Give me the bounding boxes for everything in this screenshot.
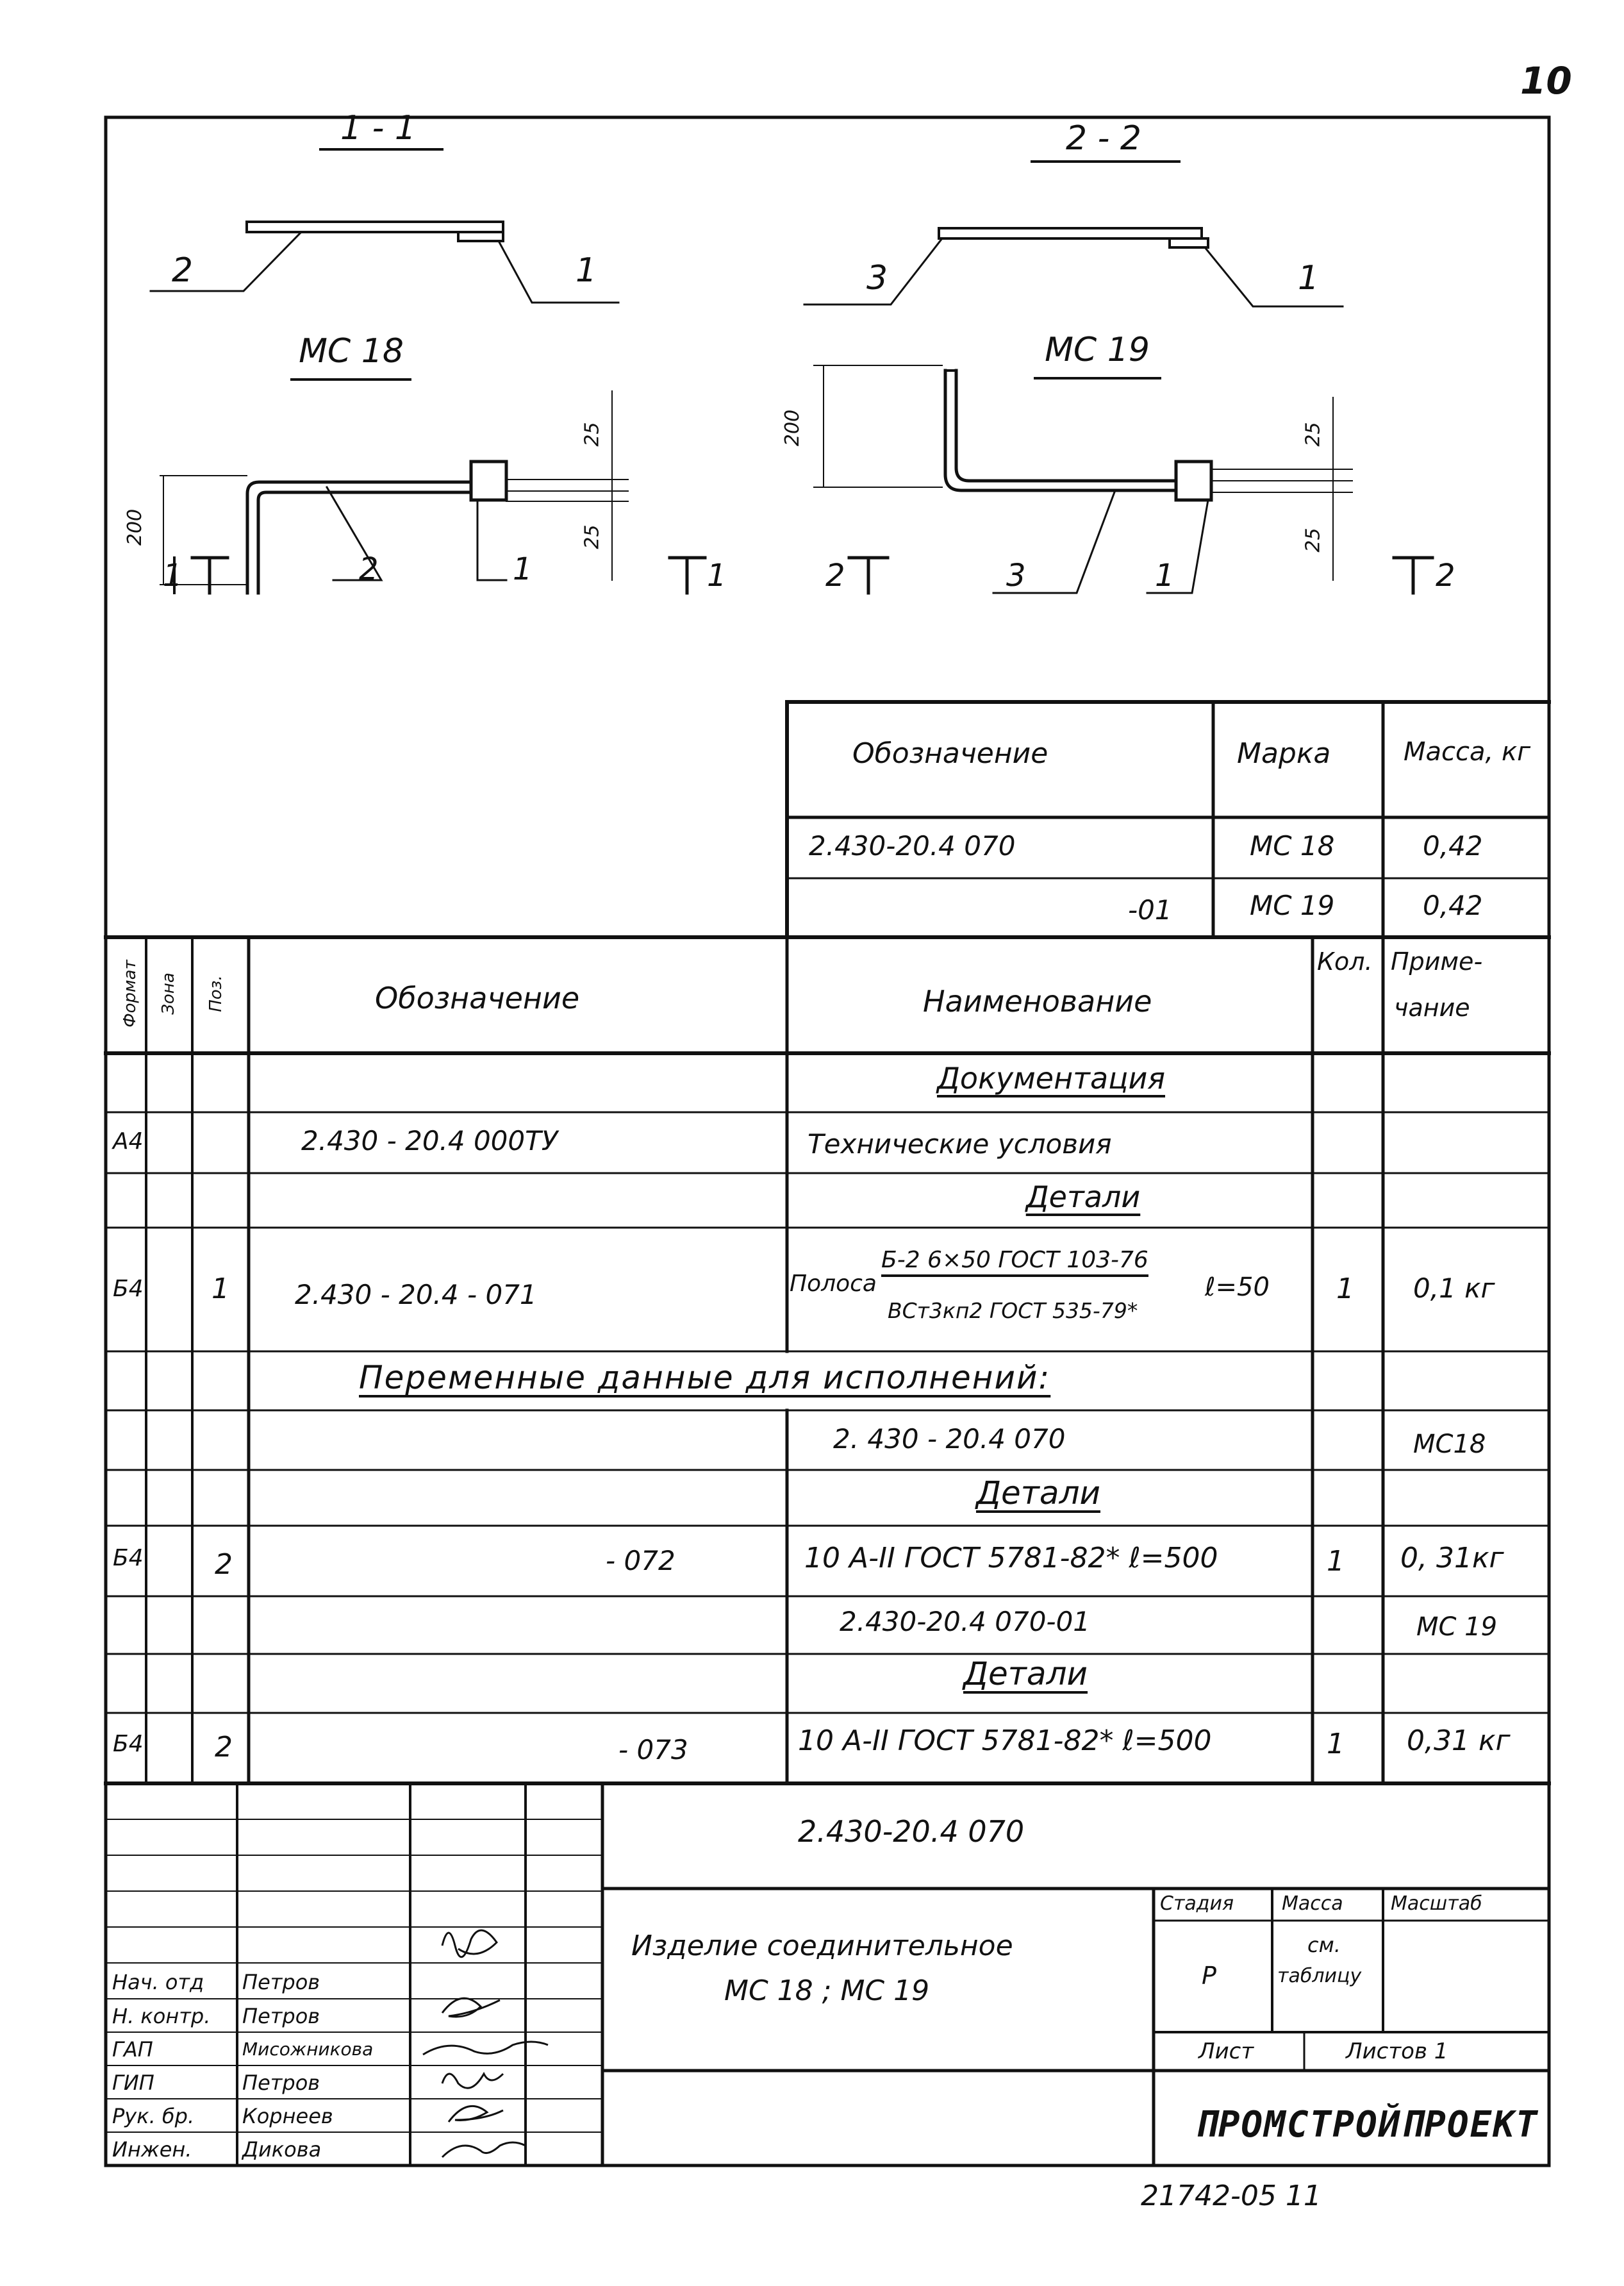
spec-row-3-format: Б4 <box>113 1731 144 1757</box>
view-1-cut-right: 1 <box>707 558 727 594</box>
spec-variant-1-designation: 2. 430 - 20.4 070 <box>833 1423 1066 1455</box>
spec-header-designation: Обозначение <box>375 981 580 1015</box>
section-1-title: 1 - 1 <box>340 109 416 147</box>
spec-section-details-3: Детали <box>963 1655 1088 1692</box>
sig-name-4: Петров <box>242 2071 320 2095</box>
spec-row-2-note: 0, 31кг <box>1400 1542 1504 1574</box>
mass-table-header-mark: Марка <box>1237 737 1331 770</box>
spec-variable-data-heading: Переменные данные для исполнений: <box>359 1359 1051 1396</box>
label-mass: Масса <box>1282 1892 1343 1915</box>
spec-row-3-qty: 1 <box>1327 1728 1345 1760</box>
spec-row-doc-format: А4 <box>113 1128 144 1155</box>
stage-value: Р <box>1202 1962 1216 1990</box>
spec-section-details-2: Детали <box>975 1474 1101 1512</box>
spec-section-details-1: Детали <box>1025 1180 1141 1214</box>
sig-role-6: Инжен. <box>112 2137 192 2162</box>
mass-row-2-mark: МС 19 <box>1250 890 1335 921</box>
spec-row-3-designation: - 073 <box>618 1734 688 1765</box>
view-2-pos-plate: 1 <box>1155 558 1175 594</box>
product-title-line-2: МС 18 ; МС 19 <box>724 1974 930 2007</box>
spec-row-2-format: Б4 <box>113 1545 144 1571</box>
mass-value-line-1: см. <box>1307 1933 1341 1957</box>
mass-table-header-designation: Обозначение <box>852 737 1048 770</box>
spec-section-documentation: Документация <box>936 1061 1166 1096</box>
mass-row-1-designation: 2.430-20.4 070 <box>809 830 1016 862</box>
view-1-plate <box>471 462 506 500</box>
mass-table-header-mass: Масса, кг <box>1404 737 1531 767</box>
view-1-cut-left: 1 <box>163 558 183 594</box>
spec-header-qty: Кол. <box>1317 947 1373 976</box>
mass-row-2-designation: -01 <box>1128 894 1172 926</box>
view-1-dim-200: 200 <box>124 508 147 546</box>
section-1-bar <box>247 222 503 232</box>
spec-row-2-designation: - 072 <box>606 1545 675 1576</box>
mass-value-line-2: таблицу <box>1277 1965 1362 1987</box>
sig-name-5: Корнеев <box>242 2104 333 2128</box>
spec-variant-2-note: МС 19 <box>1416 1612 1498 1642</box>
mass-row-1-mass: 0,42 <box>1423 830 1483 862</box>
view-1-pos-plate: 1 <box>513 551 533 587</box>
view-1-dim-25-top: 25 <box>581 422 604 447</box>
sig-role-4: ГИП <box>112 2071 154 2095</box>
label-sheet: Лист <box>1198 2039 1254 2064</box>
view-1-pos-bar: 2 <box>359 551 379 587</box>
view-2-cut-left: 2 <box>825 558 845 594</box>
section-2-bar <box>939 228 1202 238</box>
spec-header-pos: Поз. <box>206 975 226 1012</box>
spec-row-1-qty: 1 <box>1336 1272 1354 1305</box>
spec-header-name: Наименование <box>923 984 1152 1019</box>
sig-name-3: Мисожникова <box>242 2039 374 2060</box>
spec-row-doc-name: Технические условия <box>808 1128 1112 1160</box>
spec-row-2-pos: 2 <box>215 1548 233 1581</box>
spec-row-1-name-numerator: Б-2 6×50 ГОСТ 103-76 <box>881 1247 1148 1277</box>
section-1-plate <box>458 232 503 241</box>
spec-row-2-name: 10 А-II ГОСТ 5781-82* ℓ=500 <box>804 1542 1218 1574</box>
spec-row-1-pos: 1 <box>211 1272 229 1305</box>
spec-row-1-format: Б4 <box>113 1276 144 1302</box>
spec-row-1-name-length: ℓ=50 <box>1205 1272 1270 1302</box>
section-2-callout-plate: 1 <box>1298 259 1320 297</box>
view-2-dim-25-bottom: 25 <box>1302 528 1325 553</box>
spec-header-note-2: чание <box>1394 994 1470 1022</box>
view-2-plate <box>1176 462 1211 500</box>
section-2-plate <box>1170 238 1208 247</box>
spec-row-3-name: 10 А-II ГОСТ 5781-82* ℓ=500 <box>798 1724 1212 1757</box>
sheet-number: 10 <box>1520 59 1572 103</box>
view-2-dim-200: 200 <box>781 409 804 447</box>
spec-header-note-1: Приме- <box>1391 947 1483 976</box>
view-1-dim-25-bottom: 25 <box>581 524 604 549</box>
sig-name-6: Дикова <box>242 2137 322 2162</box>
spec-row-1-designation: 2.430 - 20.4 - 071 <box>295 1279 537 1310</box>
spec-row-1-note: 0,1 кг <box>1413 1272 1495 1304</box>
mass-row-1-mark: МС 18 <box>1250 830 1335 862</box>
sig-role-3: ГАП <box>112 2037 153 2062</box>
sig-role-5: Рук. бр. <box>112 2104 195 2128</box>
spec-row-2-qty: 1 <box>1327 1545 1345 1578</box>
label-sheets: Листов 1 <box>1346 2039 1448 2064</box>
spec-row-3-pos: 2 <box>215 1731 233 1764</box>
label-scale: Масштаб <box>1391 1892 1482 1915</box>
view-2-title: МС 19 <box>1045 331 1150 369</box>
view-1-title: МС 18 <box>299 332 404 371</box>
section-1-callout-bar: 2 <box>172 251 194 290</box>
sig-name-2: Петров <box>242 2004 320 2028</box>
sig-role-1: Нач. отд <box>112 1970 204 1994</box>
spec-row-1-name-prefix: Полоса <box>790 1271 877 1297</box>
sig-role-2: Н. контр. <box>112 2004 211 2028</box>
section-2-callout-bar: 3 <box>866 259 888 297</box>
spec-row-1-name-denominator: ВСт3кп2 ГОСТ 535-79* <box>888 1298 1138 1323</box>
label-stage: Стадия <box>1160 1892 1234 1915</box>
sig-name-1: Петров <box>242 1970 320 1994</box>
spec-variant-1-note: МС18 <box>1413 1430 1486 1459</box>
product-title-line-1: Изделие соединительное <box>631 1930 1013 1962</box>
spec-variant-2-designation: 2.430-20.4 070-01 <box>840 1606 1091 1637</box>
spec-header-format: Формат <box>120 960 140 1028</box>
section-1-callout-plate: 1 <box>576 251 597 290</box>
spec-row-doc-designation: 2.430 - 20.4 000ТУ <box>301 1125 558 1156</box>
view-2-cut-right: 2 <box>1436 558 1455 594</box>
view-2-dim-25-top: 25 <box>1302 422 1325 447</box>
spec-row-3-note: 0,31 кг <box>1407 1724 1511 1757</box>
signature-scribbles <box>423 1930 548 2157</box>
archive-number: 21742-05 11 <box>1141 2180 1322 2212</box>
title-block-doc-code: 2.430-20.4 070 <box>798 1814 1025 1849</box>
view-2-pos-bar: 3 <box>1006 558 1026 594</box>
organization-name: ПРОМСТРОЙПРОЕКТ <box>1195 2104 1539 2146</box>
section-2-title: 2 - 2 <box>1066 119 1141 158</box>
mass-row-2-mass: 0,42 <box>1423 890 1483 921</box>
spec-header-zone: Зона <box>158 972 178 1015</box>
